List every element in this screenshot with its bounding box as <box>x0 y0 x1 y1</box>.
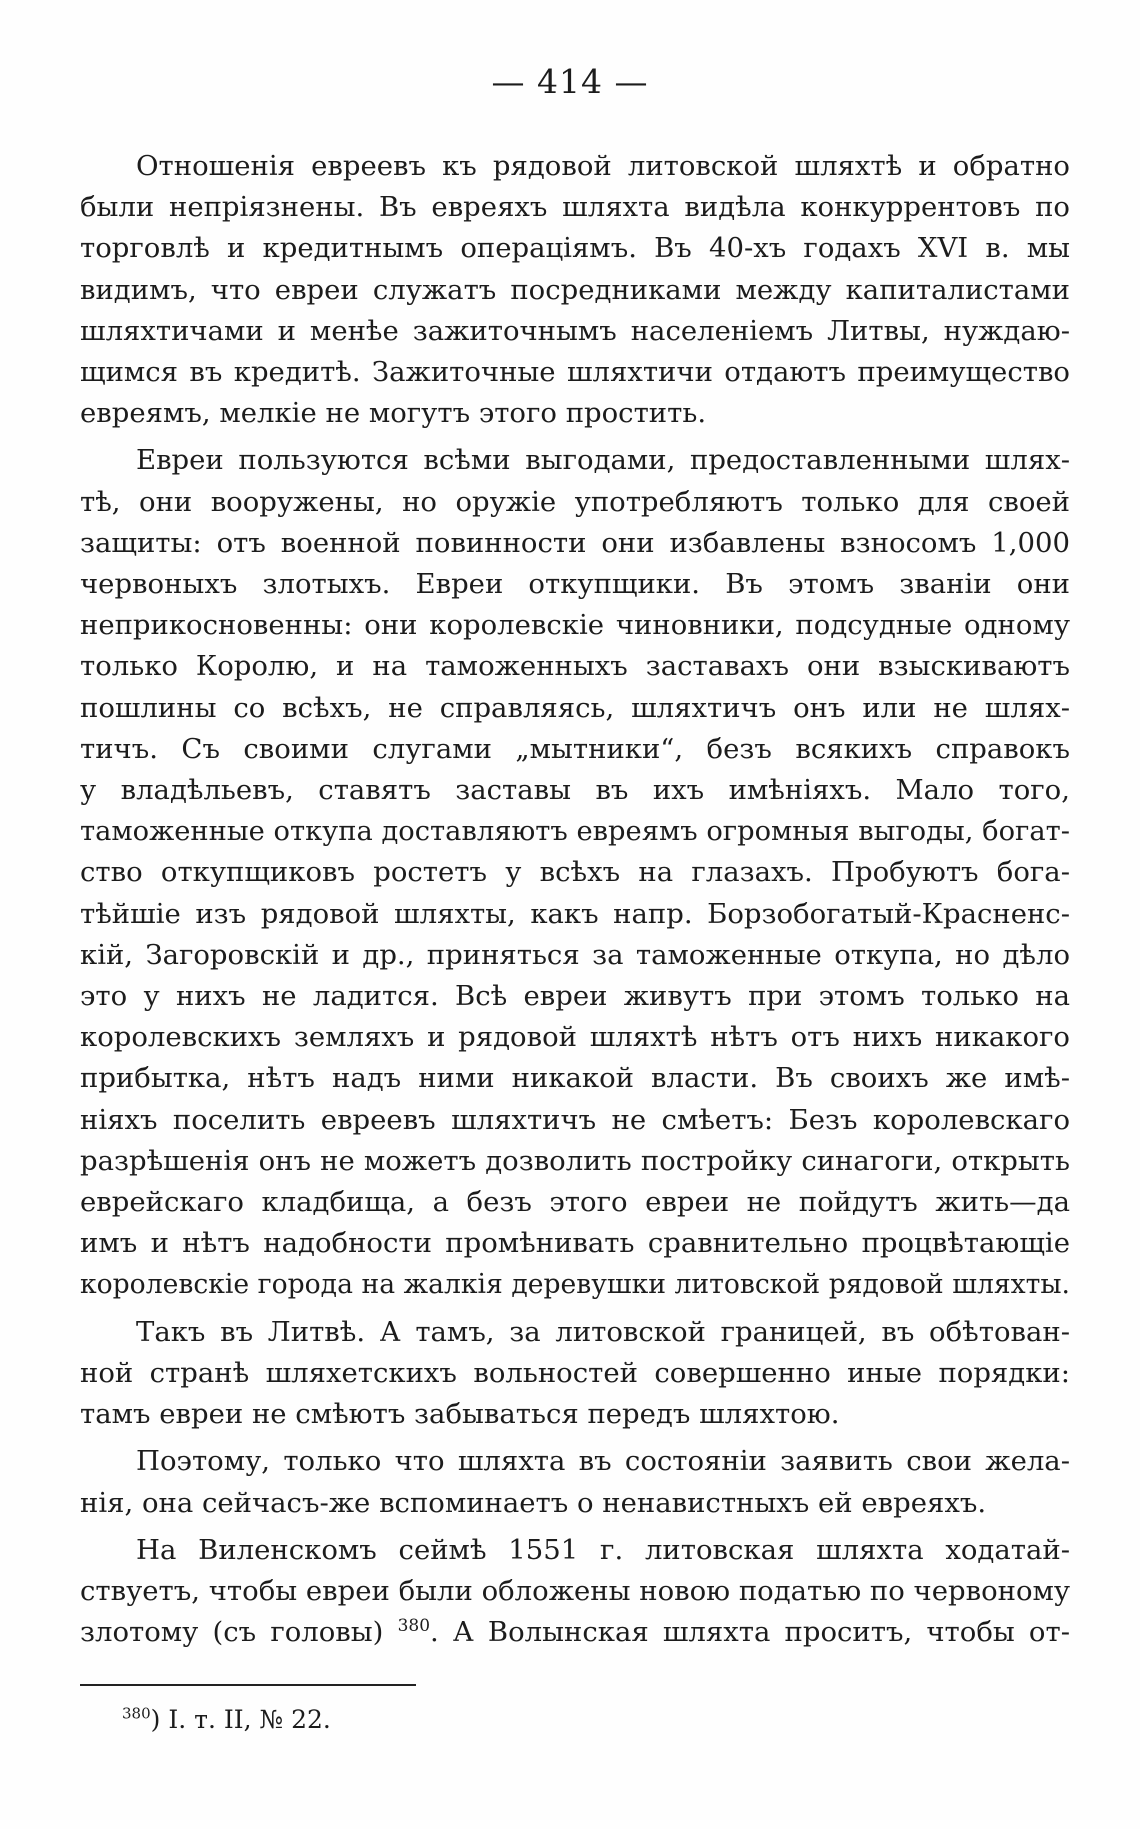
text-line: королевскихъ земляхъ и рядовой шляхтѣ нѣтъ отъ нихъ никакого <box>80 1021 1070 1054</box>
text-line: у владѣльевъ, ставятъ заставы въ ихъ имѣніяхъ. Мало того, <box>80 774 1070 807</box>
page-body <box>80 146 1070 1653</box>
text-line: это у нихъ не ладится. Всѣ евреи живутъ при этомъ только на <box>80 980 1070 1013</box>
text-line-with-footnote-ref <box>80 1612 1070 1653</box>
text-line: видимъ, что евреи служатъ посредниками между капиталистами <box>80 273 1070 306</box>
text-line: королевскіе города на жалкія деревушки литовской рядовой шляхты. <box>80 1269 1070 1301</box>
paragraph-2 <box>80 440 1070 1305</box>
text-line: были непріязнены. Въ евреяхъ шляхта видѣла конкуррентовъ по <box>80 191 1070 224</box>
footnote-marker: 380 <box>122 1704 151 1723</box>
paragraph-5 <box>80 1530 1070 1654</box>
text-line: ніяхъ поселить евреевъ шляхтичъ не смѣетъ: Безъ королевскаго <box>80 1103 1070 1136</box>
footnote <box>122 1703 331 1737</box>
text-segment: злотому (съ головы) <box>80 1616 384 1649</box>
text-line: тичъ. Съ своими слугами „мытники“, безъ всякихъ справокъ <box>80 732 1070 765</box>
text-line: нія, она сейчасъ-же вспоминаетъ о ненавистныхъ ей евреяхъ. <box>80 1486 987 1519</box>
page-number: — 414 — <box>491 62 649 101</box>
text-line: разрѣшенія онъ не можетъ дозволить постройку синагоги, открыть <box>80 1144 1070 1177</box>
text-segment: . А Волынская шляхта проситъ, чтобы от- <box>430 1616 1070 1649</box>
text-line: защиты: отъ военной повинности они избавлены взносомъ 1,000 <box>80 526 1070 559</box>
text-line: тѣ, они вооружены, но оружіе употребляютъ только для своей <box>80 485 1070 518</box>
text-line: кій, Загоровскій и др., приняться за таможенные откупа, но дѣло <box>80 938 1070 971</box>
paragraph-1 <box>80 146 1070 434</box>
text-line: неприкосновенны: они королевскіе чиновники, подсудные одному <box>80 609 1070 642</box>
text-line: ствуетъ, чтобы евреи были обложены новою податью по червоному <box>80 1574 1071 1607</box>
text-line: шляхтичами и менѣе зажиточнымъ населеніемъ Литвы, нуждаю- <box>80 314 1070 347</box>
text-line: еврейскаго кладбища, а безъ этого евреи не пойдутъ жить—да <box>80 1186 1070 1219</box>
text-line: имъ и нѣтъ надобности промѣнивать сравнительно процвѣтающіе <box>80 1227 1070 1260</box>
text-line: евреямъ, мелкіе не могутъ этого простить. <box>80 397 707 430</box>
text-line: ной странѣ шляхетскихъ вольностей совершенно иные порядки: <box>80 1356 1070 1389</box>
text-line: На Виленскомъ сеймѣ 1551 г. литовская шляхта ходатай- <box>136 1533 1070 1566</box>
text-line: червоныхъ злотыхъ. Евреи откупщики. Въ этомъ званіи они <box>80 568 1070 601</box>
text-line: ство откупщиковъ ростетъ у всѣхъ на глазахъ. Пробуютъ бога- <box>80 856 1070 889</box>
text-line: торговлѣ и кредитнымъ операціямъ. Въ 40-хъ годахъ XVI в. мы <box>80 232 1070 265</box>
text-line: пошлины со всѣхъ, не справляясь, шляхтичъ онъ или не шлях- <box>80 691 1070 724</box>
paragraph-4 <box>80 1441 1070 1523</box>
footnote-divider <box>80 1684 416 1686</box>
text-line: щимся въ кредитѣ. Зажиточные шляхтичи отдаютъ преимущество <box>80 356 1070 389</box>
text-line: Отношенія евреевъ къ рядовой литовской шляхтѣ и обратно <box>136 150 1070 182</box>
text-line: тѣйшіе изъ рядовой шляхты, какъ напр. Борзобогатый-Красненс- <box>80 897 1070 930</box>
footnote-text: ) I. т. II, № 22. <box>150 1705 331 1734</box>
text-line: только Королю, и на таможенныхъ заставахъ они взыскиваютъ <box>80 650 1070 683</box>
text-line: Евреи пользуются всѣми выгодами, предоставленными шлях- <box>136 444 1070 477</box>
text-line: прибытка, нѣтъ надъ ними никакой власти. Въ своихъ же имѣ- <box>80 1062 1070 1095</box>
text-line: таможенные откупа доставляютъ евреямъ огромныя выгоды, богат- <box>80 816 1070 848</box>
footnote-reference: 380 <box>397 1615 431 1636</box>
text-line: Такъ въ Литвѣ. А тамъ, за литовской границей, въ обѣтован- <box>136 1315 1070 1348</box>
text-line: тамъ евреи не смѣютъ забываться передъ шляхтою. <box>80 1398 840 1431</box>
paragraph-3 <box>80 1312 1070 1436</box>
text-line: Поэтому, только что шляхта въ состояніи заявить свои жела- <box>136 1445 1070 1478</box>
